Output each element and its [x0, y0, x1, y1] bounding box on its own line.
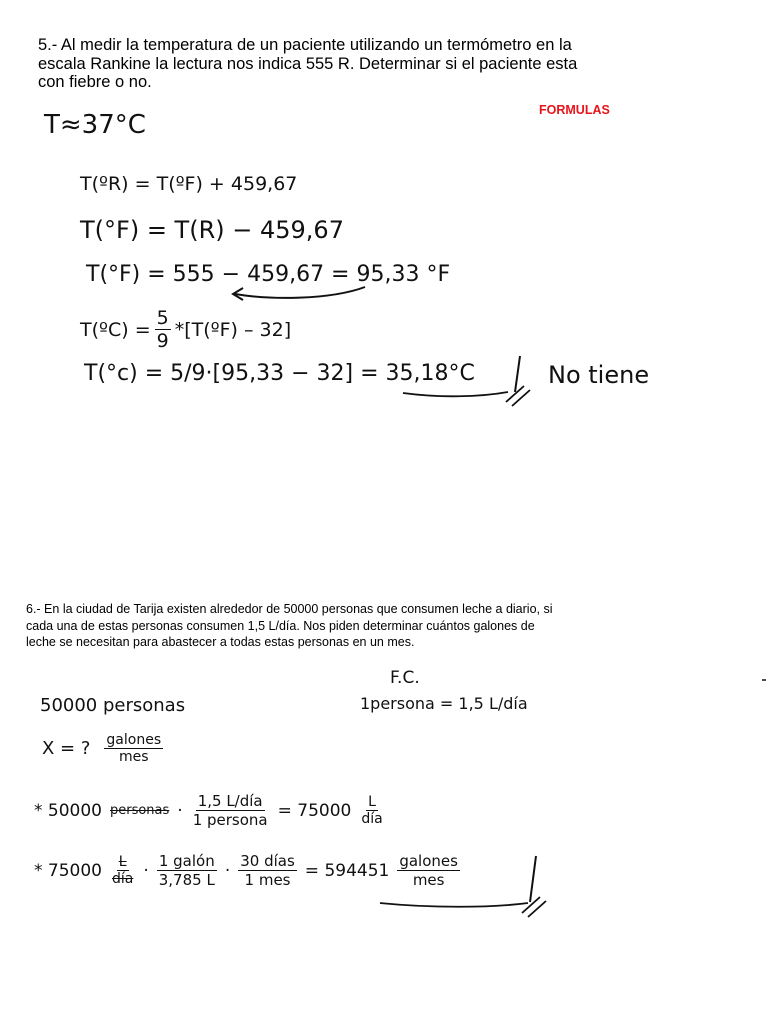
step2-f2-den: 1 mes [244, 871, 291, 889]
step1-frac-den: 1 persona [192, 811, 268, 829]
hw-f-result: 95,33 °F [356, 262, 451, 287]
dot-operator: · [143, 860, 149, 881]
dot-operator: · [177, 800, 183, 821]
normal-temp: T≈37°C [44, 110, 146, 140]
answer-underline [380, 903, 528, 907]
unknown-num: galones [106, 732, 162, 748]
step2-lead: * 75000 [34, 860, 102, 881]
formula-c-num: 5 [156, 307, 169, 329]
result-underline [403, 392, 508, 396]
dot-operator: · [224, 860, 231, 881]
step2-eq: = 594451 [304, 860, 390, 881]
step2-res-num: galones [399, 852, 458, 870]
step1-lead: * 50000 [34, 800, 102, 821]
problem6-statement: 6.- En la ciudad de Tarija existen alrededor de 50000 personas que consumen leche a diario, si cada una de estas personas consumen 1,5 L/día. Nos piden determinar cuántos galones de leche se necesitan para abastecer a todas estas personas en un mes. [26, 602, 553, 650]
step2-unit-den: día [111, 871, 134, 887]
step2-unit-num: L [118, 854, 127, 870]
answer-double-slash [522, 897, 546, 917]
fc-label: F.C. [390, 668, 420, 688]
formula-c-left: T(ºC) = [80, 318, 151, 341]
step2-f1-num: 1 galón [158, 852, 215, 870]
step1-eq: = 75000 [277, 800, 352, 821]
hw-c-left: T(°c) = 5/9·[95,33 − 32] = [84, 361, 379, 386]
bracket-mark [515, 356, 520, 392]
formula-c-right: *[T(ºF) – 32] [174, 318, 292, 341]
given-people: 50000 personas [40, 695, 186, 716]
formulas-label: FORMULAS [539, 103, 610, 117]
double-slash-mark [506, 386, 530, 406]
step2-res-den: mes [412, 871, 445, 889]
step1-unit-num: L [368, 794, 376, 810]
step1-frac-num: 1,5 L/día [197, 792, 263, 810]
step1-unit-den: día [361, 811, 383, 827]
hw-c-result: 35,18°C [385, 361, 475, 386]
hw-f-calc-left: T(°F) = 555 − 459,67 = [86, 262, 350, 287]
problem5-statement: 5.- Al medir la temperatura de un paciente utilizando un termómetro en la escala Rankine la lectura nos indica 555 R. Determinar si el paciente esta con fiebre o no. [38, 36, 578, 91]
unknown-left: X = ? [42, 738, 91, 759]
unknown-den: mes [119, 749, 149, 765]
step1-cancel: personas [109, 803, 170, 818]
back-arrow [235, 287, 365, 298]
formula-c-den: 9 [156, 330, 169, 352]
step2-f1-den: 3,785 L [158, 871, 215, 889]
conclusion: No tiene [548, 361, 650, 389]
hw-f-from-r: T(°F) = T(R) − 459,67 [80, 216, 344, 244]
formula-rankine: T(ºR) = T(ºF) + 459,67 [80, 173, 298, 195]
step2-f2-num: 30 días [240, 852, 295, 870]
fc-value: 1persona = 1,5 L/día [360, 694, 528, 713]
answer-bracket [530, 856, 536, 902]
